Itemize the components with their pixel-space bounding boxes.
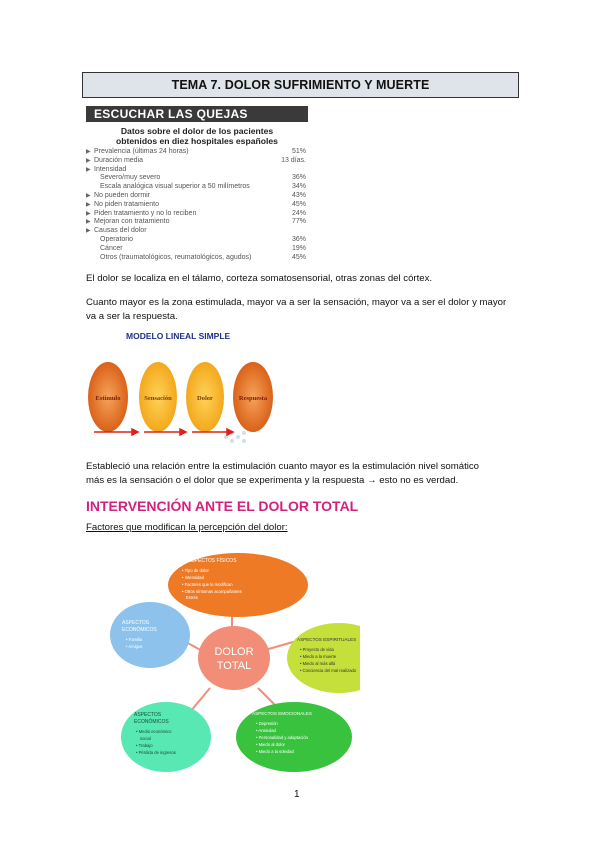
stats-banner: ESCUCHAR LAS QUEJAS	[86, 106, 308, 122]
stats-row-label: No piden tratamiento	[94, 200, 159, 208]
svg-text:• Miedo a la soledad: • Miedo a la soledad	[256, 749, 294, 754]
stage-sensation-label: Sensación	[144, 395, 172, 402]
stats-row-label: Intensidad	[94, 165, 127, 173]
title-text: TEMA 7. DOLOR SUFRIMIENTO Y MUERTE	[171, 78, 430, 92]
stage-response-label: Respuesta	[238, 395, 268, 402]
svg-text:ECONÓMICOS: ECONÓMICOS	[134, 719, 169, 725]
bullet-triangle-icon: ▶	[86, 166, 91, 173]
stats-row-value: 51%	[291, 148, 306, 155]
stats-row	[86, 227, 308, 236]
stats-row-value: 77%	[291, 218, 306, 226]
svg-text:ASPECTOS: ASPECTOS	[134, 712, 162, 718]
stage-pain-label: Dolor	[197, 395, 213, 402]
svg-text:• Medio económico: • Medio económico	[136, 729, 172, 734]
stats-row-value: 36%	[291, 174, 306, 182]
stats-rows	[86, 148, 308, 262]
svg-text:social: social	[140, 736, 151, 741]
paragraph-relation: Estableció una relación entre la estimulación cuanto mayor es la estimulación nivel somático más es la sensación o el dolor que se experimenta y la respuesta → esto no es verdad.	[86, 461, 480, 486]
stats-row	[86, 166, 308, 175]
svg-text:• Miedo al más allá: • Miedo al más allá	[300, 661, 336, 666]
svg-text:ASPECTOS EMOCIONALES: ASPECTOS EMOCIONALES	[252, 711, 312, 716]
svg-text:• Tipo de dolor: • Tipo de dolor	[182, 568, 209, 573]
stats-row-label: Prevalencia (últimas 24 horas)	[94, 148, 189, 155]
page-number: 1	[294, 789, 300, 800]
stats-row-value: 45%	[291, 200, 306, 208]
svg-text:• Conciencia del mal realizado: • Conciencia del mal realizado	[300, 668, 357, 673]
bullet-triangle-icon: ▶	[86, 210, 91, 217]
stats-row-value: 24%	[291, 209, 306, 217]
stats-row	[86, 183, 308, 192]
stats-row-label: Piden tratamiento y no lo reciben	[94, 209, 197, 217]
stats-row-value	[306, 227, 308, 236]
stats-row-label: Severo/muy severo	[100, 174, 161, 182]
center-line1: DOLOR	[214, 646, 254, 658]
bullet-triangle-icon: ▶	[86, 192, 91, 199]
svg-text:• Proyecto de vida: • Proyecto de vida	[300, 647, 334, 652]
bullet-triangle-icon: ▶	[86, 228, 91, 235]
sub-heading: Factores que modifican la percepción del dolor:	[86, 522, 288, 533]
stats-row-value: 36%	[291, 235, 306, 243]
svg-text:• Miedo al dolor: • Miedo al dolor	[256, 742, 285, 747]
svg-text:• Familia: • Familia	[126, 637, 143, 642]
stats-row	[86, 210, 308, 219]
stats-row	[86, 148, 308, 157]
stats-row	[86, 192, 308, 201]
stats-row	[86, 236, 308, 245]
stage-stimulus-label: Estímulo	[95, 395, 121, 402]
svg-text:• Otros síntomas acompañantes: • Otros síntomas acompañantes	[182, 589, 242, 594]
linear-model-diagram	[86, 325, 276, 445]
stats-row-label: Otros (traumatológicos, reumatológicos, agudos)	[100, 253, 252, 261]
svg-text:ASPECTOS ESPIRITUALES: ASPECTOS ESPIRITUALES	[297, 637, 357, 642]
bullet-triangle-icon: ▶	[86, 149, 91, 155]
stats-row-value: 43%	[291, 191, 306, 199]
svg-text:• Factores que lo modifican: • Factores que lo modifican	[182, 582, 233, 587]
stats-row-label: No pueden dormir	[94, 191, 151, 199]
stats-row-value	[306, 166, 308, 175]
bullet-triangle-icon: ▶	[86, 219, 91, 226]
svg-text:ECONÓMICOS: ECONÓMICOS	[122, 627, 157, 633]
total-pain-diagram	[100, 540, 360, 785]
stats-row-value: 19%	[291, 244, 306, 252]
stats-row	[86, 201, 308, 210]
svg-text:• Depresión: • Depresión	[256, 721, 278, 726]
svg-text:• Intensidad: • Intensidad	[182, 575, 204, 580]
bullet-triangle-icon: ▶	[86, 201, 91, 208]
svg-text:• Pérdida de ingresos: • Pérdida de ingresos	[136, 750, 176, 755]
stats-row-label: Operatorio	[100, 235, 134, 243]
section-heading: INTERVENCIÓN ANTE EL DOLOR TOTAL	[86, 498, 359, 514]
stats-row-label: Cáncer	[100, 244, 123, 252]
center-ellipse	[198, 626, 270, 690]
stats-row-label: Mejoran con tratamiento	[94, 218, 170, 226]
linear-model-image	[86, 325, 276, 445]
document-title	[82, 72, 519, 98]
pain-stats-image	[86, 106, 308, 264]
stats-row-value: 34%	[291, 183, 306, 191]
center-line2: TOTAL	[216, 660, 252, 672]
svg-text:• Amigos: • Amigos	[126, 644, 143, 649]
svg-text:• Trabajo: • Trabajo	[136, 743, 153, 748]
paragraph-localization: El dolor se localiza en el tálamo, corteza somatosensorial, otras zonas del córtex.	[86, 273, 433, 284]
stats-row-label: Duración media	[94, 156, 144, 164]
paragraph-stimulus: Cuanto mayor es la zona estimulada, mayor va a ser la sensación, mayor va a ser el dolor y mayor va a ser la respuesta.	[86, 297, 507, 322]
stats-row-value: 13 días.	[281, 156, 306, 164]
stats-row	[86, 157, 308, 166]
stats-row	[86, 245, 308, 254]
stats-subtitle: Datos sobre el dolor de los pacientes obtenidos en diez hospitales españoles	[116, 126, 278, 146]
stats-row-label: Causas del dolor	[94, 227, 147, 235]
model-title: MODELO LINEAL SIMPLE	[126, 331, 231, 341]
stats-row-value: 45%	[291, 253, 306, 261]
svg-text:• Ansiedad: • Ansiedad	[256, 728, 276, 733]
svg-text:• Personalidad y adaptación: • Personalidad y adaptación	[256, 735, 308, 740]
stats-row-label: Escala analógica visual superior a 50 milímetros	[100, 183, 250, 191]
stats-row	[86, 218, 308, 227]
svg-text:Estrés: Estrés	[186, 595, 198, 600]
stats-row	[86, 254, 308, 263]
svg-text:ASPECTOS: ASPECTOS	[122, 620, 150, 626]
bullet-triangle-icon: ▶	[86, 157, 91, 164]
economic-aspects-ellipse	[110, 602, 190, 668]
stats-row	[86, 174, 308, 183]
svg-text:• Miedo a la muerte: • Miedo a la muerte	[300, 654, 337, 659]
svg-text:ASPECTOS FÍSICOS: ASPECTOS FÍSICOS	[188, 558, 237, 564]
